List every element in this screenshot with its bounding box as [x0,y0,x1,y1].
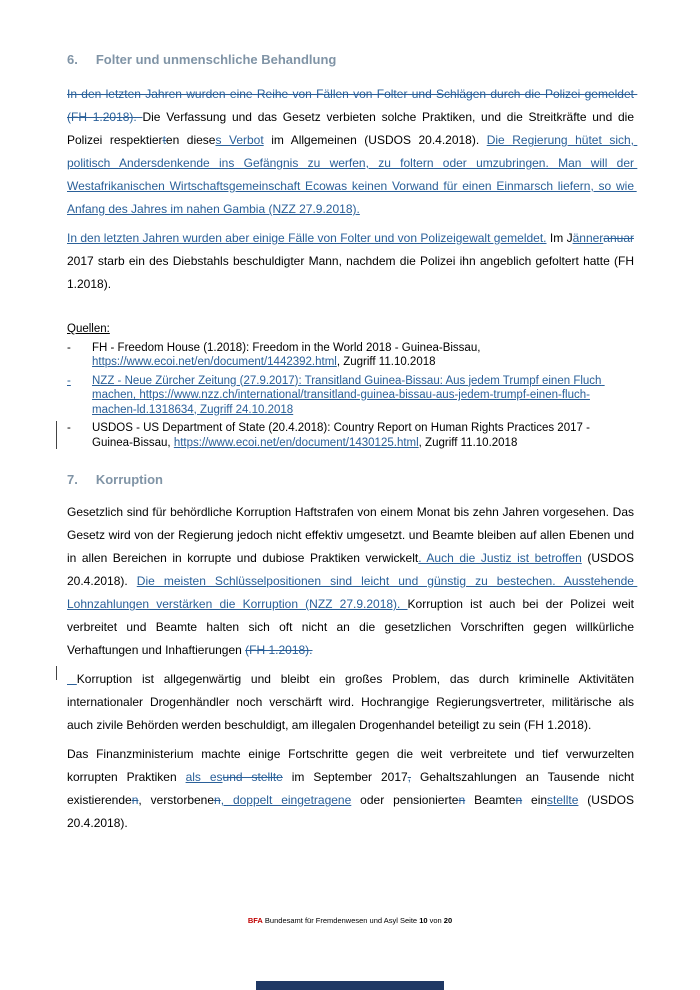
paragraph-korruption-1 [67,501,638,662]
text-run: BFA [247,916,263,925]
text-run: anuar [603,231,634,245]
hyperlink[interactable]: https://www.ecoi.net/en/document/1430125.html [173,436,419,449]
hyperlink[interactable]: https://www.nzz.ch/international/transitland-guinea-bissau-aus-jedem-trumpf-einen-fluch-machen-ld.1318634 [92,389,590,416]
text-run: stellte [547,793,579,807]
page-content [67,52,638,841]
hyperlink[interactable]: https://www.ecoi.net/en/document/1442392.html [92,356,337,368]
text-run: s Verbot [215,133,264,147]
list-bullet: - [67,422,71,434]
text-run: Korruption ist auch bei der Polizei weit verbreitet und Beamte halten sich oft nicht an die gesetzlichen Vorschriften gegen willkürliche Verhaftungen und Inhaftierungen [67,597,638,657]
text-run: In den letzten Jahren wurden aber einige Fälle von Folter und von Polizeigewalt gemeldet. [67,231,547,245]
text-run: (FH 1.2018). [245,643,313,657]
sources-label: Quellen: [67,323,110,335]
text-run: im September 2017 [282,770,408,784]
text-run: ein [522,793,548,807]
text-run: Die Regierung hütet sich, politisch Andersdenkende ins Gefängnis zu werfen, zu foltern oder umzubringen. Man will der Westafrikanischen Wirtschaftsgemeinschaft Ecowas keinen Vorwand für einen Einmarsch liefern, so wie Anfang des Jahres im nahen Gambia (NZZ 27.9.2018). [67,133,638,216]
text-run: änner [572,231,604,245]
text-run: von [427,916,444,925]
text-run: 20 [443,916,453,925]
list-bullet: - [67,341,71,354]
text-run: Beamte [465,793,516,807]
source-item-nzz [67,374,634,418]
text-run: n [515,793,523,807]
text-run: im Allgemeinen (USDOS 20.4.2018). [263,133,487,147]
text-run: NZZ - Neue Zürcher Zeitung (27.9.2017): Transitland Guinea-Bissau: Aus jedem Trumpf einen Fluch machen, [92,374,605,401]
revision-change-bar [56,666,57,680]
text-run: , [407,770,412,784]
text-run: (USDOS 20.4.2018). [67,551,638,588]
text-run: n [131,793,139,807]
sources-block [67,322,634,450]
text-run: Gesetzlich sind für behördliche Korruption Haftstrafen von einem Monat bis zehn Jahren vorgesehen. Das Gesetz wird von der Regierung jedoch nicht effektiv umgesetzt. und Beamte bleiben auf allen Ebenen und in allen Bereichen in korrupte und dubiose Praktiken verwickelt [67,505,638,565]
text-run: Das Finanzministerium machte einige Fortschritte gegen die weit verbreitete und tief verwurzelten korrupten Praktiken [67,747,638,784]
text-run: en diese [165,133,216,147]
text-run: 2017 starb ein des Diebstahls beschuldigter Mann, nachdem die Polizei ihn angeblich gefoltert hatte (FH 1.2018). [67,231,638,291]
text-run: USDOS - US Department of State (20.4.2018): Country Report on Human Rights Practices 2017 - Guinea-Bissau, [92,422,594,449]
paragraph-korruption-3 [67,743,638,835]
paragraph-folter-1 [67,83,638,221]
text-run: , verstorbene [138,793,215,807]
text-run: Gehaltszahlungen an Tausende nicht existierende [67,770,638,807]
text-run: Korruption ist allgegenwärtig und bleibt ein großes Problem, das durch kriminelle Aktivitäten internationaler Drogenhändler noch verschärft wird. Hochrangige Regierungsvertreter, militärische als auch zivile Behörden werden beschuldigt, am illegalen Drogenhandel beteiligt zu sein (FH 1.2018). [67,672,638,732]
text-run [67,672,77,686]
text-run: als es [185,770,223,784]
section-title: Folter und unmenschliche Behandlung [95,52,337,67]
source-text [92,342,484,369]
section-heading-folter [67,52,634,67]
text-run: (USDOS 20.4.2018). [67,793,638,830]
section-number: 7. [67,472,78,487]
section-heading-korruption [67,472,634,487]
next-page-edge-bar [256,981,444,990]
text-run: Die meisten Schlüsselpositionen sind leicht und günstig zu bestechen. Ausstehende Lohnzahlungen verstärken die Korruption (NZZ 27.9.2018). [67,574,638,611]
text-run: und stellte [222,770,283,784]
text-run: n [458,793,466,807]
source-item-fh [67,341,634,370]
text-run: oder pensionierte [351,793,459,807]
list-bullet: - [67,374,71,387]
text-run: Bundesamt für Fremdenwesen und Asyl Seite [262,916,420,925]
text-run: n [214,793,221,807]
text-run: , Zugriff 24.10.2018 [193,403,294,416]
page-footer [0,916,700,925]
revision-change-bar [56,421,57,449]
text-run: t [162,133,166,147]
source-text [92,422,593,449]
text-run: Die Verfassung und das Gesetz verbieten solche Praktiken, und die Streitkräfte und die Polizei respektier [67,110,638,147]
text-run: , Zugriff 11.10.2018 [336,356,436,368]
text-run: In den letzten Jahren wurden eine Reihe von Fällen von Folter und Schlägen durch die Polizei gemeldet (FH 1.2018). [67,87,638,124]
source-item-usdos [67,421,634,450]
text-run: , doppelt eingetragene [220,793,352,807]
text-run: 10 [419,916,428,925]
text-run: . Auch die Justiz ist betroffen [418,551,582,565]
section-title: Korruption [95,472,163,487]
text-run: FH - Freedom House (1.2018): Freedom in the World 2018 - Guinea-Bissau, [92,341,484,354]
paragraph-korruption-2 [67,668,638,737]
section-number: 6. [67,52,78,67]
text-run: Im J [546,231,573,245]
text-run: , Zugriff 11.10.2018 [418,436,518,449]
source-text [92,375,605,416]
paragraph-folter-2 [67,227,638,296]
